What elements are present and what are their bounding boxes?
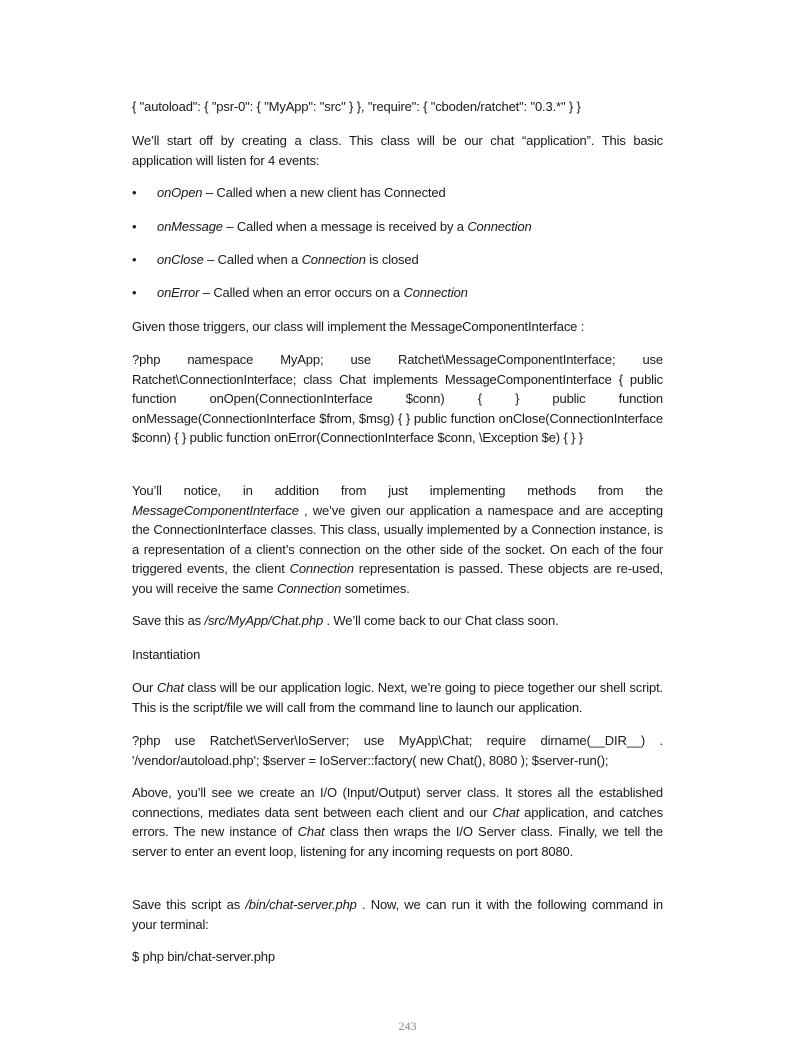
paragraph-composer-json: [132, 97, 663, 117]
text-run: ?php namespace MyApp; use Ratchet\MessageComponentInterface; use Ratchet\ConnectionInterface; class Chat implements MessageComponentInterface { public function onOpen(ConnectionInterface $conn) { } public function onMessage(ConnectionInterface $from, $msg) { } public function onClose(ConnectionInterface $conn) { } public function onError(ConnectionInterface $conn, \Exception $e) { } }: [132, 352, 663, 445]
command-run-server: [132, 947, 663, 967]
bullet-icon: •: [132, 285, 137, 300]
text-run: is closed: [365, 252, 419, 267]
bullet-text: [157, 250, 419, 270]
bullet-icon: •: [132, 219, 137, 234]
text-run: . We’ll come back to our Chat class soon.: [323, 613, 559, 628]
paragraph-notice: [132, 481, 663, 598]
paragraph-intro: [132, 131, 663, 170]
italic-text: onClose: [157, 252, 204, 267]
bullet-text: [157, 283, 468, 303]
bullet-text: [157, 183, 446, 203]
code-server: [132, 731, 663, 770]
paragraph-save-script: [132, 895, 663, 934]
italic-text: onMessage: [157, 219, 223, 234]
text-run: $ php bin/chat-server.php: [132, 949, 275, 964]
text-run: Save this script as: [132, 897, 246, 912]
text-run: Save this as: [132, 613, 205, 628]
italic-text: MessageComponentInterface: [132, 502, 299, 518]
text-run: Our: [132, 680, 157, 695]
paragraph-save-chat: [132, 611, 663, 631]
italic-text: Chat: [297, 824, 325, 839]
italic-text: Connection: [289, 561, 354, 576]
italic-text: /src/MyApp/Chat.php: [204, 613, 324, 628]
italic-text: /bin/chat-server.php: [245, 897, 357, 912]
bullet-text: [157, 217, 532, 237]
paragraph-our-chat: [132, 678, 663, 717]
text-run: Above, you’ll see we create an I/O (Input/Output) server class. It stores all the established connections, mediates data sent between each client and our: [132, 785, 663, 820]
italic-text: Connection: [276, 580, 342, 596]
bullet-icon: •: [132, 252, 137, 267]
text-run: ?php use Ratchet\Server\IoServer; use MyApp\Chat; require dirname(__DIR__) . '/vendor/autoload.php'; $server = IoServer::factory( new Chat(), 8080 ); $server-run();: [132, 733, 663, 768]
text-run: class then wraps the I/O Server class. Finally, we tell the server to enter an event loop, listening for any incoming requests on port 8080.: [132, 824, 663, 859]
italic-text: Chat: [492, 804, 520, 820]
heading-instantiation: [132, 645, 663, 665]
text-run: Given those triggers, our class will implement the MessageComponentInterface :: [132, 319, 585, 334]
bullet-icon: •: [132, 185, 137, 200]
text-run: sometimes.: [341, 580, 410, 596]
text-run: You’ll notice, in addition from just implementing methods from the: [132, 483, 663, 498]
text-run: We’ll start off by creating a class. This class will be our chat “application”. This basic application will listen for 4 events:: [132, 133, 663, 168]
text-run: – Called when a: [203, 252, 302, 267]
text-run: . Now, we can run it with the following command in your terminal:: [132, 897, 663, 932]
italic-text: Chat: [156, 680, 184, 695]
text-run: Instantiation: [132, 647, 201, 662]
italic-text: onError: [157, 285, 200, 300]
page-number: 243: [398, 1019, 417, 1033]
paragraph-above: [132, 783, 663, 861]
text-run: class will be our application logic. Next, we’re going to piece together our shell script. This is the script/file we will call from the command line to launch our application.: [132, 680, 663, 715]
code-chat-class: [132, 350, 663, 448]
italic-text: Connection: [403, 285, 468, 300]
italic-text: onOpen: [157, 185, 203, 200]
italic-text: Connection: [301, 252, 366, 267]
text-run: – Called when a new client has Connected: [202, 185, 446, 200]
text-run: – Called when a message is received by a: [222, 219, 468, 234]
text-run: – Called when an error occurs on a: [199, 285, 404, 300]
paragraph-given-triggers: [132, 317, 663, 337]
text-run: representation is passed. These objects are re-used, you will receive the same: [132, 561, 663, 596]
text-run: application, and catches errors. The new instance of: [132, 804, 663, 839]
text-run: , we’ve given our application a namespace and are accepting the ConnectionInterface classes. This class, usually implemented by a Connection instance, is a representation of a client’s connection on the other side of the socket. On each of the four triggered events, the client: [132, 502, 663, 576]
text-run: { "autoload": { "psr-0": { "MyApp": "src" } }, "require": { "cboden/ratchet": "0.3.*" } }: [132, 99, 581, 114]
italic-text: Connection: [467, 219, 532, 234]
